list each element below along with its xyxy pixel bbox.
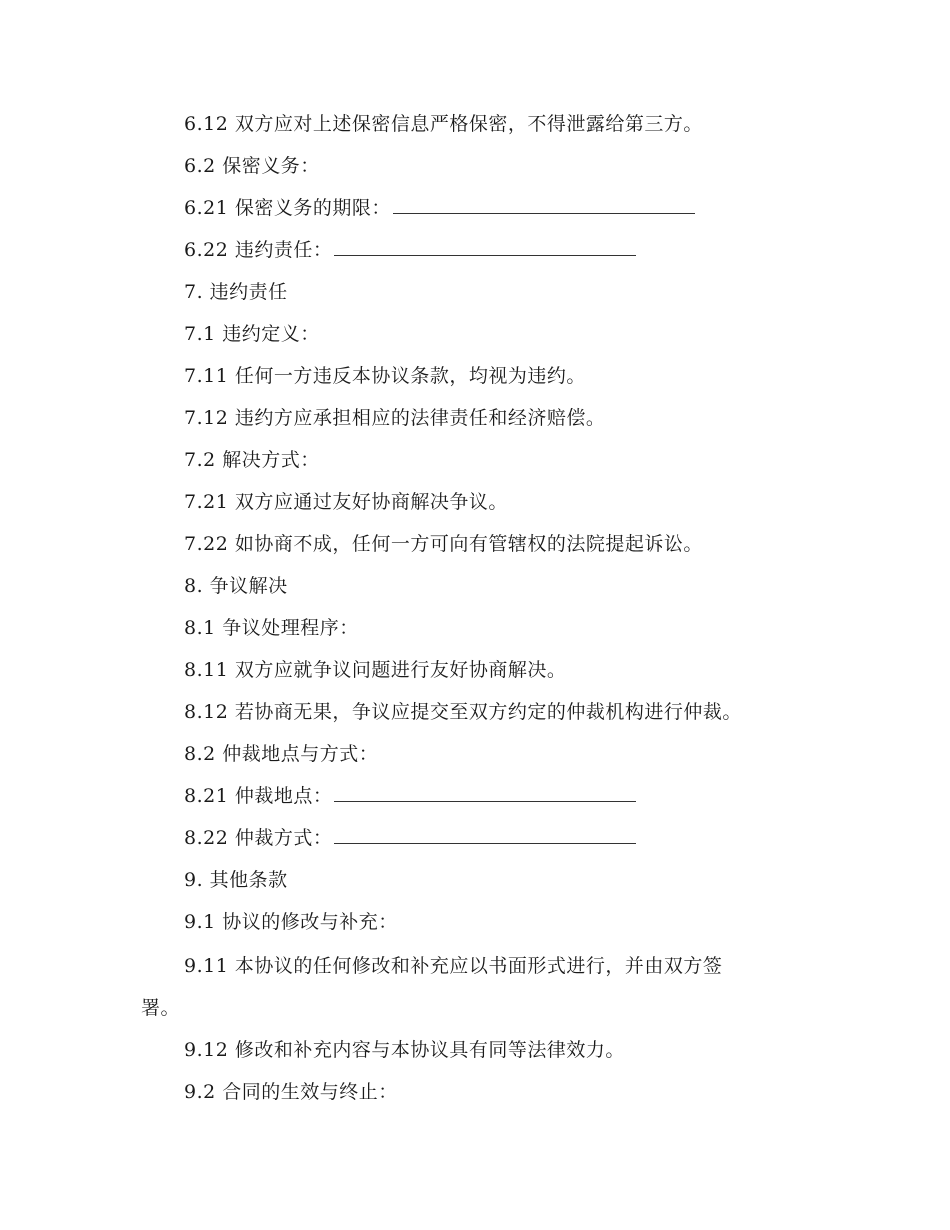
- arbitration-method-blank: [334, 825, 636, 844]
- clause-7-11: 7.11 任何一方违反本协议条款，均视为违约。: [184, 365, 586, 387]
- clause-9-2: 9.2 合同的生效与终止：: [184, 1081, 398, 1103]
- clause-6-22: [184, 236, 636, 264]
- clause-8-1: 8.1 争议处理程序：: [184, 617, 359, 639]
- section-7-heading: 7. 违约责任: [184, 281, 288, 303]
- clause-6-2: 6.2 保密义务：: [184, 155, 320, 177]
- clause-6-21-label: 6.21 保密义务的期限：: [184, 197, 391, 219]
- breach-liability-blank: [334, 237, 636, 256]
- clause-9-12: 9.12 修改和补充内容与本协议具有同等法律效力。: [184, 1039, 625, 1061]
- section-9-heading: 9. 其他条款: [184, 869, 288, 891]
- clause-8-21: [184, 782, 636, 810]
- clause-7-1: 7.1 违约定义：: [184, 323, 320, 345]
- clause-9-11-continued: 署。: [141, 997, 181, 1019]
- confidentiality-term-blank: [393, 195, 695, 214]
- clause-6-21: [184, 194, 695, 222]
- clause-7-12: 7.12 违约方应承担相应的法律责任和经济赔偿。: [184, 407, 606, 429]
- clause-8-21-label: 8.21 仲裁地点：: [184, 785, 333, 807]
- clause-8-2: 8.2 仲裁地点与方式：: [184, 743, 379, 765]
- clause-8-12: 8.12 若协商无果，争议应提交至双方约定的仲裁机构进行仲裁。: [184, 701, 742, 723]
- section-8-heading: 8. 争议解决: [184, 575, 288, 597]
- clause-6-22-label: 6.22 违约责任：: [184, 239, 333, 261]
- clause-6-12: 6.12 双方应对上述保密信息严格保密，不得泄露给第三方。: [184, 113, 703, 135]
- clause-9-11: 9.11 本协议的任何修改和补充应以书面形式进行，并由双方签: [184, 955, 723, 977]
- clause-9-1: 9.1 协议的修改与补充：: [184, 911, 398, 933]
- clause-8-22: [184, 824, 636, 852]
- clause-8-22-label: 8.22 仲裁方式：: [184, 827, 333, 849]
- clause-7-22: 7.22 如协商不成，任何一方可向有管辖权的法院提起诉讼。: [184, 533, 703, 555]
- arbitration-place-blank: [334, 783, 636, 802]
- clause-8-11: 8.11 双方应就争议问题进行友好协商解决。: [184, 659, 567, 681]
- clause-7-2: 7.2 解决方式：: [184, 449, 320, 471]
- clause-7-21: 7.21 双方应通过友好协商解决争议。: [184, 491, 508, 513]
